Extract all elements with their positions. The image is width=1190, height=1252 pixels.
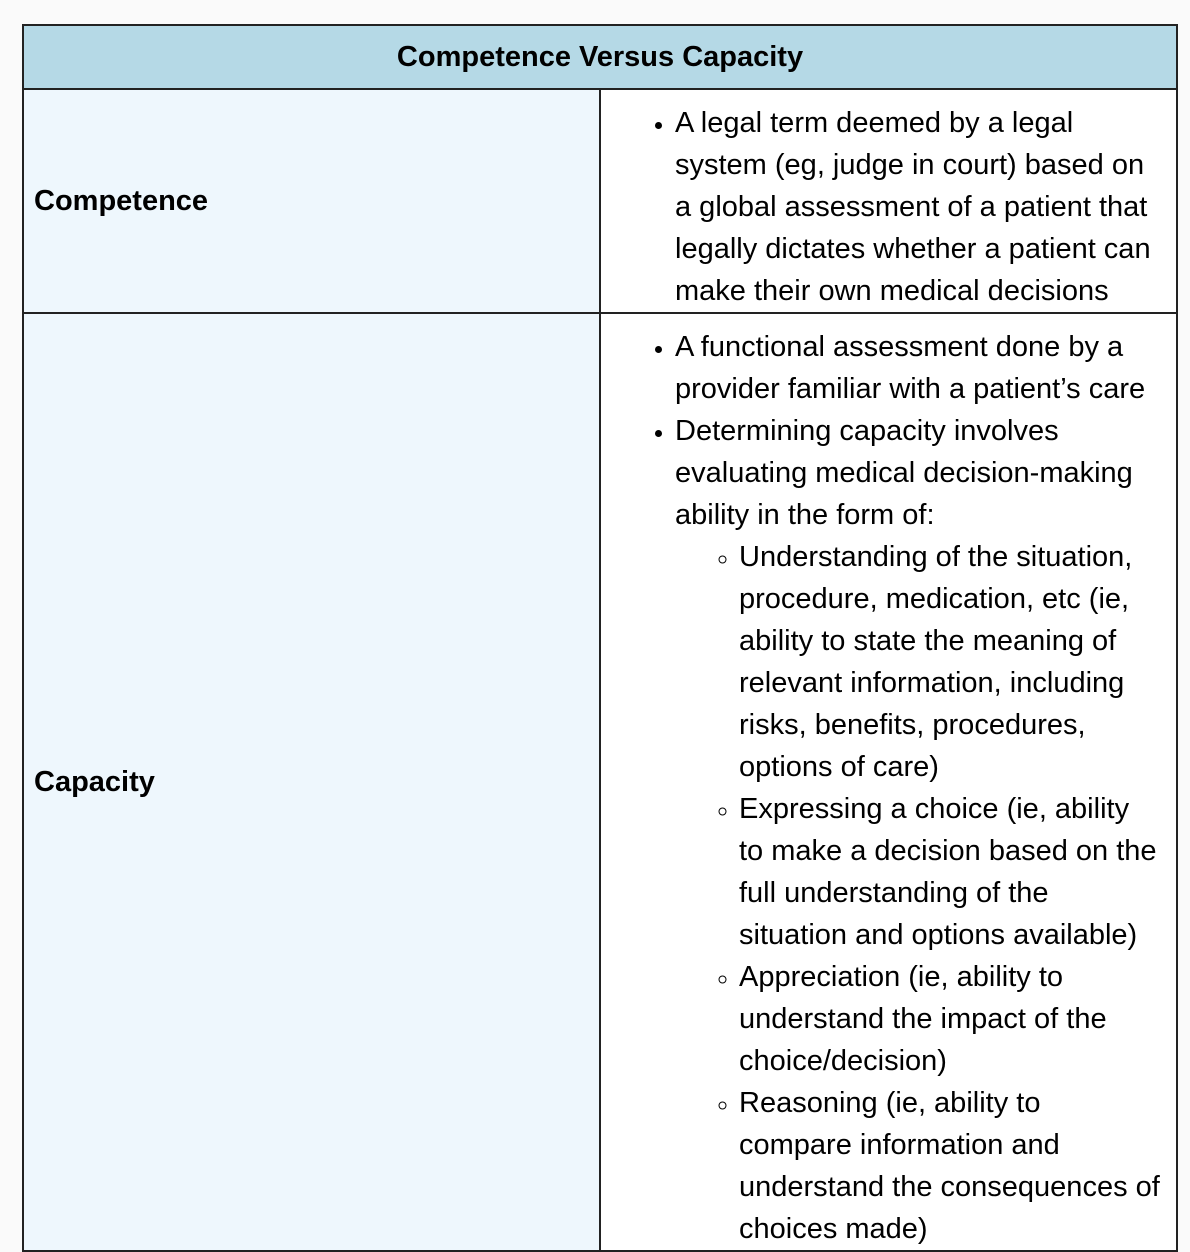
sub-list-item: ◦ Appreciation (ie, ability to understand the impact of the choice/decision): [739, 956, 1160, 1082]
competence-bullet-list: [601, 90, 1176, 312]
row-label-capacity: Capacity: [23, 313, 600, 1251]
list-item-text: Determining capacity involves evaluating medical decision-making ability in the form of:: [675, 415, 1133, 531]
sub-list-item: ◦ Understanding of the situation, procedure, medication, etc (ie, ability to state the meaning of relevant information, including risks, benefits, procedures, options of care): [739, 536, 1160, 788]
table-row-competence: [23, 89, 1177, 313]
row-label-competence: Competence: [23, 89, 600, 313]
list-item-with-sublist: [675, 410, 1160, 1250]
table-title: Competence Versus Capacity: [23, 25, 1177, 89]
row-content-competence: [600, 89, 1177, 313]
sub-list-item: ◦ Expressing a choice (ie, ability to make a decision based on the full understanding of the situation and options available): [739, 788, 1160, 956]
row-content-capacity: [600, 313, 1177, 1251]
list-item: • A functional assessment done by a provider familiar with a patient’s care: [675, 326, 1160, 410]
competence-vs-capacity-table: [22, 24, 1178, 1252]
capacity-sub-bullet-list: [675, 536, 1160, 1250]
capacity-bullet-list: [601, 314, 1176, 1250]
table-row-capacity: [23, 313, 1177, 1251]
sub-list-item: ◦ Reasoning (ie, ability to compare information and understand the consequences of choices made): [739, 1082, 1160, 1250]
list-item: • A legal term deemed by a legal system (eg, judge in court) based on a global assessment of a patient that legally dictates whether a patient can make their own medical decisions: [675, 102, 1160, 312]
